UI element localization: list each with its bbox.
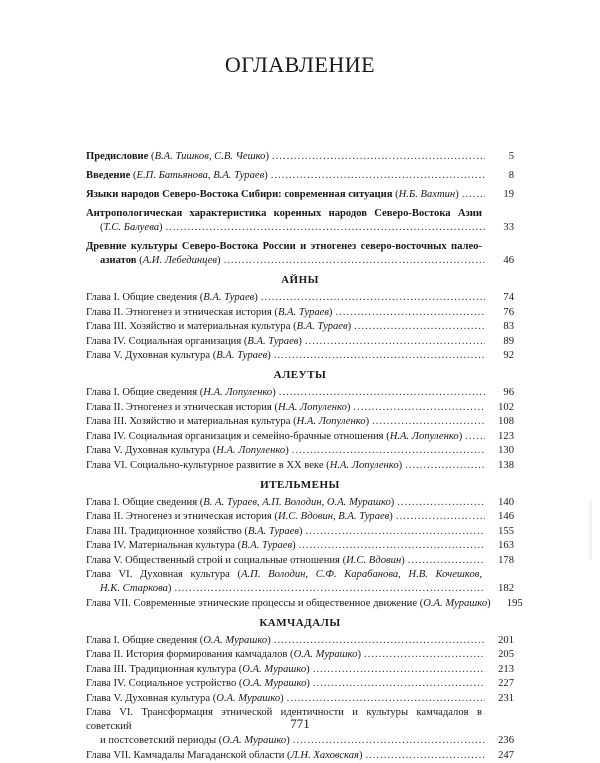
dot-leader <box>313 677 485 691</box>
entry-label: Глава IV. Материальная культура <box>86 540 235 551</box>
entry-label: Глава III. Традиционное хозяйство <box>86 525 242 537</box>
entry-page: 236 <box>498 735 514 746</box>
entry-author: Е.П. Батьянова, В.А. Тураев <box>136 170 265 181</box>
dot-leader <box>174 582 485 596</box>
entry-page: 96 <box>503 387 514 398</box>
toc-entry[interactable]: Глава V. Духовная культура (В.А. Тураев) ..... 92 <box>86 349 514 363</box>
toc-entry[interactable]: Глава III. Традиционное хозяйство (В.А. Тураев) ..... 155 <box>86 525 514 539</box>
entry-page: 178 <box>498 554 514 566</box>
entry-page: 247 <box>498 749 514 761</box>
entry-label: Глава I. Общие сведения <box>86 634 198 646</box>
dot-leader <box>274 349 485 363</box>
entry-label: Глава III. Хозяйство и материальная культура <box>86 321 291 332</box>
entry-author: О.А. Мурашко <box>242 678 307 689</box>
entry-author: Н.Б. Вахтин <box>398 189 456 200</box>
entry-label: Глава III. Традиционная культура <box>86 663 237 675</box>
section-title-kamchadals: КАМЧАДАЛЫ <box>259 616 341 629</box>
entry-author: В.А. Тураев <box>241 540 293 551</box>
dot-leader <box>166 221 485 235</box>
entry-label: Глава IV. Социальное устройство <box>86 678 237 689</box>
entry-author: В.А. Тураев <box>216 350 268 361</box>
entry-label: Глава I. Общие сведения <box>86 292 198 303</box>
dot-leader <box>274 634 485 648</box>
dot-leader <box>287 692 485 706</box>
toc-entry[interactable]: Глава IV. Социальное устройство (О.А. Мурашко) ..... 227 <box>86 677 514 691</box>
dot-leader <box>293 734 485 748</box>
entry-author: Н.А. Лопуленко <box>296 416 366 427</box>
entry-author: В.А. Тишков, С.В. Чешко <box>154 151 266 162</box>
entry-label: Глава VI. Трансформация этнической идентичности и культуры камчадалов в советский <box>86 707 482 732</box>
entry-author: О.А. Мурашко <box>222 735 287 746</box>
toc-entry[interactable]: Глава V. Духовная культура (О.А. Мурашко) ..... 231 <box>86 692 514 706</box>
entry-author: О.А. Мурашко <box>242 663 307 675</box>
toc-entry-ancient-cultures[interactable]: Древние культуры Северо-Востока России и этногенез северо-восточных палео- азиатов (А.И. Лебединцев) ..... 46 <box>86 240 514 268</box>
toc-entry[interactable]: Глава II. История формирования камчадалов (О.А. Мурашко) ..... 205 <box>86 648 514 662</box>
section-title-ainu: АЙНЫ <box>281 274 319 286</box>
toc-entry[interactable]: Глава II. Этногенез и этническая история (И.С. Вдовин, В.А. Тураев) ..... 146 <box>86 510 514 524</box>
entry-author: В. А. Тураев, А.П. Володин, О.А. Мурашко <box>203 496 391 508</box>
entry-label-continued: азиатов <box>100 255 137 266</box>
entry-label: Глава II. Этногенез и этническая история <box>86 306 272 318</box>
entry-page: 5 <box>508 151 514 162</box>
dot-leader <box>465 430 485 444</box>
page-title: ОГЛАВЛЕНИЕ <box>224 52 376 77</box>
dot-leader <box>224 254 485 268</box>
entry-label: Глава II. Этногенез и этническая история <box>86 511 272 522</box>
dot-leader <box>353 401 485 415</box>
toc-entry[interactable]: Глава VI. Трансформация этнической идентичности и культуры камчадалов в советский и постсоветский периоды (О.А. Мурашко) ..... 236 <box>86 706 514 748</box>
entry-author: О.А. Мурашко <box>423 597 488 609</box>
toc-entry[interactable]: Глава VII. Камчадалы Магаданской области (Л.Н. Хаховская) ..... 247 <box>86 749 514 763</box>
entry-author: Н.А. Лопуленко <box>203 387 273 398</box>
entry-page: 8 <box>508 170 514 181</box>
toc-entry[interactable]: Глава II. Этногенез и этническая история (Н.А. Лопуленко) ..... 102 <box>86 401 514 415</box>
entry-page: 205 <box>498 649 514 660</box>
entry-author: Т.С. Балуева <box>103 222 160 233</box>
entry-label: Глава VI. Духовная культура <box>86 569 230 580</box>
scan-shadow <box>589 500 592 560</box>
entry-author: О.А. Мурашко <box>216 692 281 704</box>
toc-entry[interactable]: Глава IV. Социальная организация и семейно-брачные отношения (Н.А. Лопуленко) ..... 123 <box>86 430 514 444</box>
entry-page: 130 <box>498 445 514 456</box>
entry-label: Глава V. Духовная культура <box>86 445 211 456</box>
dot-leader <box>299 539 485 553</box>
entry-page: 46 <box>503 255 514 266</box>
entry-label: Глава VI. Социально-культурное развитие в XX веке <box>86 459 324 471</box>
entry-label: Глава II. Этногенез и этническая история <box>86 401 272 413</box>
entry-page: 182 <box>498 583 514 594</box>
entry-page: 163 <box>498 540 514 551</box>
dot-leader <box>354 320 485 334</box>
entry-author: Н.А. Лопуленко <box>216 445 286 456</box>
entry-author: Н.А. Лопуленко <box>329 459 399 471</box>
dot-leader <box>335 306 485 320</box>
entry-page: 201 <box>498 634 514 646</box>
entry-label: Введение <box>86 170 131 181</box>
dot-leader <box>396 510 485 524</box>
entry-label: Глава I. Общие сведения <box>86 387 198 398</box>
entry-page: 89 <box>503 335 514 347</box>
toc-entry[interactable]: Глава IV. Социальная организация (В.А. Тураев) ..... 89 <box>86 335 514 349</box>
toc-entry[interactable]: Глава V. Общественный строй и социальные отношения (И.С. Вдовин) ..... 178 <box>86 554 514 568</box>
toc-entry[interactable]: Глава I. Общие сведения (Н.А. Лопуленко) ..... 96 <box>86 386 514 400</box>
entry-page: 227 <box>498 678 514 689</box>
entry-label: Предисловие <box>86 151 149 162</box>
entry-author: В.А. Тураев <box>247 525 299 537</box>
toc-entry[interactable]: Глава I. Общие сведения (В.А. Тураев) ..... 74 <box>86 291 514 305</box>
dot-leader <box>405 459 485 473</box>
dot-leader <box>397 496 485 510</box>
entry-page: 108 <box>498 416 514 427</box>
entry-page: 213 <box>498 663 514 675</box>
entry-label: Глава IV. Социальная организация <box>86 335 242 347</box>
entry-page: 92 <box>503 350 514 361</box>
toc-entry[interactable]: Глава VII. Современные этнические процессы и общественное движение (О.А. Мурашко) 195 <box>86 597 523 609</box>
entry-page: 83 <box>503 321 514 332</box>
entry-author: Н.А. Лопуленко <box>389 430 459 442</box>
entry-author: Н.А. Лопуленко <box>277 401 347 413</box>
dot-leader <box>305 525 485 539</box>
dot-leader <box>292 444 485 458</box>
entry-page: 140 <box>498 496 514 508</box>
table-of-contents <box>86 150 523 763</box>
toc-entry[interactable]: Глава I. Общие сведения (В. А. Тураев, А.П. Володин, О.А. Мурашко) ..... 140 <box>86 496 514 510</box>
entry-page: 33 <box>503 222 514 233</box>
entry-author: О.А. Мурашко <box>293 649 358 660</box>
dot-leader <box>364 648 485 662</box>
entry-label: Антропологическая характеристика коренных народов Северо-Востока Азии <box>86 208 482 219</box>
section-title-itelmens: ИТЕЛЬМЕНЫ <box>260 478 340 491</box>
dot-leader <box>313 663 485 677</box>
dot-leader <box>279 386 485 400</box>
dot-leader <box>408 554 485 568</box>
entry-page: 155 <box>498 525 514 537</box>
entry-label: Глава I. Общие сведения <box>86 496 198 508</box>
dot-leader <box>372 415 485 429</box>
entry-label: Языки народов Северо-Востока Сибири: современная ситуация <box>86 189 393 200</box>
entry-label: Глава II. История формирования камчадалов <box>86 649 288 660</box>
toc-entry[interactable]: Глава III. Хозяйство и материальная культура (Н.А. Лопуленко) ..... 108 <box>86 415 514 429</box>
toc-entry-languages[interactable]: Языки народов Северо-Востока Сибири: современная ситуация (Н.Б. Вахтин) ..... 19 <box>86 188 514 202</box>
entry-author: И.С. Вдовин, В.А. Тураев <box>277 511 390 522</box>
entry-page: 102 <box>498 401 514 413</box>
entry-label: Глава VII. Современные этнические процессы и общественное движение <box>86 597 418 609</box>
entry-page: 195 <box>506 597 523 609</box>
entry-author: И.С. Вдовин <box>346 554 402 566</box>
toc-entry[interactable]: Глава IV. Материальная культура (В.А. Тураев) ..... 163 <box>86 539 514 553</box>
entry-label: Глава V. Духовная культура <box>86 692 211 704</box>
toc-entry[interactable]: Глава III. Хозяйство и материальная культура (В.А. Тураев) ..... 83 <box>86 320 514 334</box>
entry-author: А.И. Лебединцев <box>142 255 218 266</box>
toc-entry[interactable]: Глава VI. Социально-культурное развитие в XX веке (Н.А. Лопуленко) ..... 138 <box>86 459 514 473</box>
dot-leader <box>261 291 485 305</box>
entry-author: В.А. Тураев <box>296 321 348 332</box>
entry-label: Глава III. Хозяйство и материальная культура <box>86 416 291 427</box>
entry-label-continued: и постсоветский периоды <box>100 735 217 746</box>
entry-author: О.А. Мурашко <box>203 634 268 646</box>
toc-entry-anthropology[interactable]: Антропологическая характеристика коренных народов Северо-Востока Азии (Т.С. Балуева) ..... 33 <box>86 207 514 235</box>
entry-page: 76 <box>503 306 514 318</box>
entry-page: 19 <box>503 189 514 200</box>
toc-entry[interactable]: Глава VI. Духовная культура (А.П. Володин, С.Ф. Карабанова, Н.В. Кочешков, Н.К. Старкова) ..... 182 <box>86 568 514 596</box>
toc-entry[interactable]: Глава I. Общие сведения (О.А. Мурашко) ..... 201 <box>86 634 514 648</box>
toc-entry-introduction[interactable]: Введение (Е.П. Батьянова, В.А. Тураев) ..... 8 <box>86 169 514 183</box>
entry-label: Глава V. Духовная культура <box>86 350 211 361</box>
section-title-aleuts: АЛЕУТЫ <box>273 369 327 381</box>
entry-page: 138 <box>498 459 514 471</box>
entry-author: А.П. Володин, С.Ф. Карабанова, Н.В. Кочешков, <box>241 569 482 580</box>
toc-entry-preface[interactable]: Предисловие (В.А. Тишков, С.В. Чешко) ..... 5 <box>86 150 514 164</box>
dot-leader <box>462 188 485 202</box>
dot-leader <box>305 335 485 349</box>
entry-author: В.А. Тураев <box>247 335 299 347</box>
entry-label: Глава VII. Камчадалы Магаданской области <box>86 749 285 761</box>
entry-author: В.А. Тураев <box>203 292 255 303</box>
entry-author-continued: Н.К. Старкова <box>100 583 168 594</box>
dot-leader <box>365 749 485 763</box>
dot-leader <box>272 150 485 164</box>
toc-entry[interactable]: Глава III. Традиционная культура (О.А. Мурашко) ..... 213 <box>86 663 514 677</box>
entry-author: Л.Н. Хаховская <box>290 749 359 761</box>
toc-entry[interactable]: Глава V. Духовная культура (Н.А. Лопуленко) ..... 130 <box>86 444 514 458</box>
toc-entry[interactable]: Глава II. Этногенез и этническая история (В.А. Тураев) ..... 76 <box>86 306 514 320</box>
entry-label: Глава IV. Социальная организация и семейно-брачные отношения <box>86 430 384 442</box>
entry-page: 231 <box>498 692 514 704</box>
entry-page: 123 <box>498 430 514 442</box>
entry-author: В.А. Тураев <box>277 306 329 318</box>
entry-page: 146 <box>498 511 514 522</box>
page-number: 771 <box>290 716 310 731</box>
entry-page: 74 <box>503 292 514 303</box>
entry-label: Глава V. Общественный строй и социальные отношения <box>86 554 340 566</box>
entry-label: Древние культуры Северо-Востока России и этногенез северо-восточных палео- <box>86 241 482 252</box>
dot-leader <box>271 169 485 183</box>
